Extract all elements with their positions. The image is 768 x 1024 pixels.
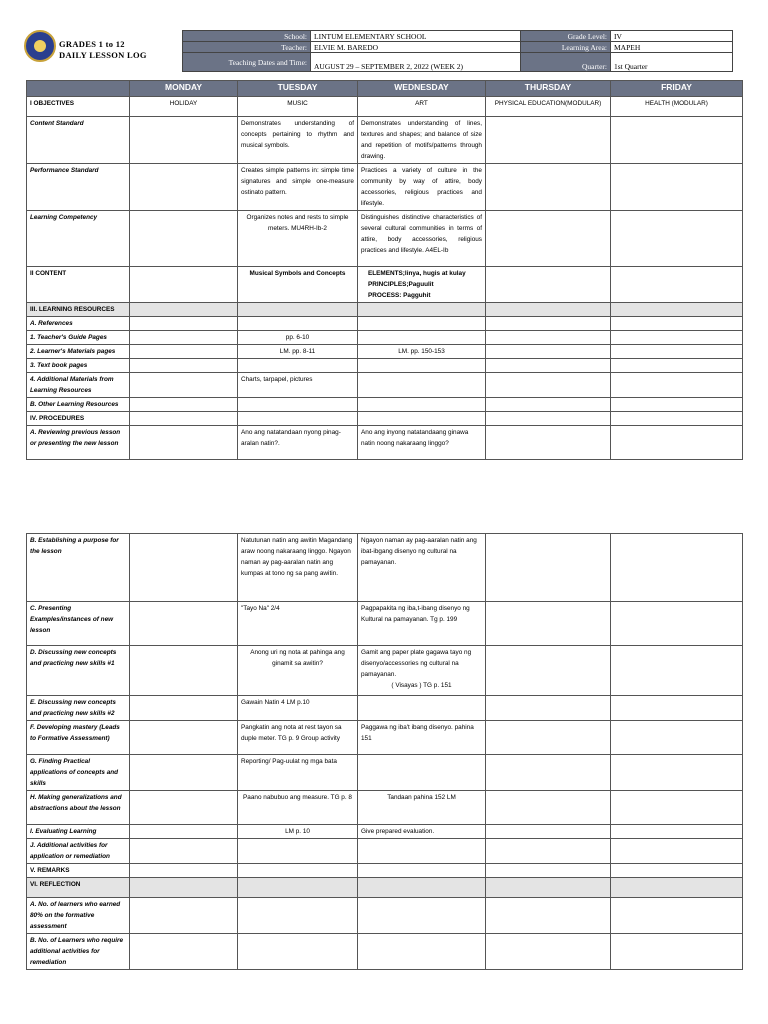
cell: [130, 755, 238, 791]
cell: [486, 791, 611, 825]
row-developing-mastery: [27, 721, 743, 755]
cell: [130, 864, 238, 878]
row-label: J. Additional activities for application or remediation: [27, 839, 130, 864]
cell: Charts, tarpapel, pictures: [238, 373, 358, 398]
cell: [486, 721, 611, 755]
cell: MUSIC: [238, 97, 358, 117]
row-label: Performance Standard: [27, 164, 130, 211]
cell: [611, 398, 743, 412]
teacher-value: ELVIE M. BAREDO: [311, 42, 521, 53]
teacher-label: Teacher:: [183, 42, 311, 53]
cell: [486, 878, 611, 898]
day-friday: FRIDAY: [611, 81, 743, 97]
cell: [358, 878, 486, 898]
cell: [486, 696, 611, 721]
cell: [486, 839, 611, 864]
row-evaluating: [27, 825, 743, 839]
cell: [238, 878, 358, 898]
cell: [238, 398, 358, 412]
cell: [358, 398, 486, 412]
cell: [486, 898, 611, 934]
cell: [130, 211, 238, 267]
cell: [238, 839, 358, 864]
cell: [486, 602, 611, 646]
cell: [130, 345, 238, 359]
cell: LM. pp. 150-153: [358, 345, 486, 359]
row-other-resources: [27, 398, 743, 412]
cell: HOLIDAY: [130, 97, 238, 117]
dates-label: Teaching Dates and Time:: [183, 53, 311, 72]
row-practical-applications: [27, 755, 743, 791]
row-learners-materials: [27, 345, 743, 359]
cell: [130, 317, 238, 331]
row-establishing-purpose: [27, 534, 743, 602]
row-label: B. Other Learning Resources: [27, 398, 130, 412]
row-label: II CONTENT: [27, 267, 130, 303]
cell: [486, 934, 611, 970]
cell: [611, 534, 743, 602]
cell: [130, 373, 238, 398]
cell: [358, 373, 486, 398]
dates-value: AUGUST 29 – SEPTEMBER 2, 2022 (WEEK 2): [311, 53, 521, 72]
row-objectives: [27, 97, 743, 117]
cell: [358, 864, 486, 878]
cell: Tandaan pahina 152 LM: [358, 791, 486, 825]
content-principles: PRINCIPLES;Paguulit: [368, 281, 434, 288]
cell: Demonstrates understanding of concepts pertaining to rhythm and musical symbols.: [238, 117, 358, 164]
cell: [130, 398, 238, 412]
quarter-value: 1st Quarter: [611, 53, 733, 72]
cell: [611, 303, 743, 317]
row-discussing-2: [27, 696, 743, 721]
cell: [358, 317, 486, 331]
cell: [486, 646, 611, 696]
cell: [486, 345, 611, 359]
area-label: Learning Area:: [521, 42, 611, 53]
row-label: B. No. of Learners who require additional activities for remediation: [27, 934, 130, 970]
row-text-book: [27, 359, 743, 373]
row-generalizations: [27, 791, 743, 825]
row-label: E. Discussing new concepts and practicing new skills #2: [27, 696, 130, 721]
cell: [611, 791, 743, 825]
cell: [611, 721, 743, 755]
cell: [611, 267, 743, 303]
cell: [611, 825, 743, 839]
cell: [611, 412, 743, 426]
cell: Give prepared evaluation.: [358, 825, 486, 839]
row-content: [27, 267, 743, 303]
row-label: G. Finding Practical applications of concepts and skills: [27, 755, 130, 791]
grade-label: Grade Level:: [521, 31, 611, 42]
content-elements-cell: [358, 267, 486, 303]
grade-value: IV: [611, 31, 733, 42]
cell: [130, 791, 238, 825]
cell: [611, 602, 743, 646]
cell: [611, 117, 743, 164]
row-additional-activities: [27, 839, 743, 864]
cell: Distinguishes distinctive characteristics of several cultural communities in terms of attire, body accessories, religious practices and lifestyle. A4EL-Ib: [358, 211, 486, 267]
row-additional-materials: [27, 373, 743, 398]
header-info-table: [182, 30, 733, 72]
corner-cell: [27, 81, 130, 97]
row-learning-resources: [27, 303, 743, 317]
cell: [611, 317, 743, 331]
cell: [611, 211, 743, 267]
cell: Organizes notes and rests to simple meters. MU4RH-Ib-2: [238, 211, 358, 267]
cell: Paano nabubuo ang measure. TG p. 8: [238, 791, 358, 825]
row-label: D. Discussing new concepts and practicing new skills #1: [27, 646, 130, 696]
cell: LM. pp. 8-11: [238, 345, 358, 359]
day-thursday: THURSDAY: [486, 81, 611, 97]
cell: [238, 934, 358, 970]
cell: [611, 864, 743, 878]
cell: [130, 602, 238, 646]
cell: [130, 534, 238, 602]
row-label: B. Establishing a purpose for the lesson: [27, 534, 130, 602]
cell: [238, 864, 358, 878]
cell: Pangkatin ang nota at rest tayon sa duple meter. TG p. 9 Group activity: [238, 721, 358, 755]
row-label: V. REMARKS: [27, 864, 130, 878]
cell: [130, 721, 238, 755]
row-label: F. Developing mastery (Leads to Formative Assessment): [27, 721, 130, 755]
cell: Gawain Natin 4 LM p.10: [238, 696, 358, 721]
brand-line-2: DAILY LESSON LOG: [59, 50, 147, 60]
area-value: MAPEH: [611, 42, 733, 53]
lesson-log-table-2: [26, 533, 743, 970]
row-presenting-examples: [27, 602, 743, 646]
cell: [486, 755, 611, 791]
cell: [130, 646, 238, 696]
cell: PHYSICAL EDUCATION(MODULAR): [486, 97, 611, 117]
row-learners-80: [27, 898, 743, 934]
cell: [130, 164, 238, 211]
cell: [358, 839, 486, 864]
brand-line-1: GRADES 1 to 12: [59, 39, 125, 49]
row-label: 3. Text book pages: [27, 359, 130, 373]
cell: Practices a variety of culture in the community by way of attire, body accessories, religious practices and lifestyle.: [358, 164, 486, 211]
cell: [130, 825, 238, 839]
cell: [486, 373, 611, 398]
cell: [486, 412, 611, 426]
cell: [486, 825, 611, 839]
row-label: VI. REFLECTION: [27, 878, 130, 898]
cell: [486, 534, 611, 602]
lesson-log-table-1: [26, 80, 743, 460]
cell: [611, 898, 743, 934]
cell: [130, 359, 238, 373]
row-label: I OBJECTIVES: [27, 97, 130, 117]
day-monday: MONDAY: [130, 81, 238, 97]
school-value: LINTUM ELEMENTARY SCHOOL: [311, 31, 521, 42]
cell: [238, 303, 358, 317]
cell: [486, 303, 611, 317]
cell: [486, 117, 611, 164]
cell: [486, 359, 611, 373]
cell: [611, 934, 743, 970]
row-label: Content Standard: [27, 117, 130, 164]
cell: [611, 426, 743, 460]
cell: Ano ang natatandaan nyong pinag-aralan natin?.: [238, 426, 358, 460]
row-label: III. LEARNING RESOURCES: [27, 303, 130, 317]
cell: [611, 359, 743, 373]
cell: ART: [358, 97, 486, 117]
cell: [238, 359, 358, 373]
cell: Creates simple patterns in: simple time signatures and simple one-measure ostinato pattern.: [238, 164, 358, 211]
row-remarks: [27, 864, 743, 878]
row-procedures: [27, 412, 743, 426]
cell: [486, 426, 611, 460]
cell: [130, 412, 238, 426]
row-reflection: [27, 878, 743, 898]
row-label: 1. Teacher's Guide Pages: [27, 331, 130, 345]
cell: [130, 934, 238, 970]
cell: [238, 412, 358, 426]
cell: Demonstrates understanding of lines, textures and shapes; and balance of size and repetition of motifs/patterns through drawing.: [358, 117, 486, 164]
cell: Reporting/ Pag-uulat ng mga bata: [238, 755, 358, 791]
cell: Ano ang inyong natatandaang ginawa natin noong nakaraang linggo?: [358, 426, 486, 460]
row-label: A. No. of learners who earned 80% on the formative assessment: [27, 898, 130, 934]
cell: [358, 412, 486, 426]
cell: [486, 267, 611, 303]
row-label: H. Making generalizations and abstractions about the lesson: [27, 791, 130, 825]
cell: [611, 878, 743, 898]
row-learners-remediation: [27, 934, 743, 970]
cell: [358, 755, 486, 791]
cell: [486, 164, 611, 211]
cell: [130, 696, 238, 721]
row-label: Learning Competency: [27, 211, 130, 267]
row-label: C. Presenting Examples/instances of new lesson: [27, 602, 130, 646]
cell: Ngayon naman ay pag-aaralan natin ang ibat-ibgang disenyo ng cultural na pamayanan.: [358, 534, 486, 602]
cell: [358, 696, 486, 721]
cell: [130, 839, 238, 864]
cell: [130, 878, 238, 898]
cell: [486, 864, 611, 878]
school-label: School:: [183, 31, 311, 42]
deped-seal-icon: [24, 30, 56, 62]
cell: [486, 331, 611, 345]
row-references: [27, 317, 743, 331]
row-discussing-1: [27, 646, 743, 696]
cell: [611, 839, 743, 864]
cell: [358, 303, 486, 317]
day-header-row: [27, 81, 743, 97]
cell: [238, 898, 358, 934]
row-performance-standard: [27, 164, 743, 211]
discussing-wed-ref: ( Visayas ) TG p. 151: [391, 682, 452, 689]
cell: [358, 359, 486, 373]
content-process: PROCESS: Pagguhit: [368, 292, 431, 299]
cell: [611, 755, 743, 791]
brand-title: [59, 39, 147, 61]
cell: [486, 398, 611, 412]
day-tuesday: TUESDAY: [238, 81, 358, 97]
cell: [130, 898, 238, 934]
cell: [486, 317, 611, 331]
cell: [130, 267, 238, 303]
row-learning-competency: [27, 211, 743, 267]
cell: [130, 117, 238, 164]
quarter-label: Quarter:: [521, 53, 611, 72]
day-wednesday: WEDNESDAY: [358, 81, 486, 97]
cell: [130, 331, 238, 345]
row-label: I. Evaluating Learning: [27, 825, 130, 839]
row-teachers-guide: [27, 331, 743, 345]
row-label: IV. PROCEDURES: [27, 412, 130, 426]
row-label: A. References: [27, 317, 130, 331]
cell: LM p. 10: [238, 825, 358, 839]
cell: [130, 426, 238, 460]
cell: [238, 317, 358, 331]
discussing-wed-cell: [358, 646, 486, 696]
row-label: A. Reviewing previous lesson or presenting the new lesson: [27, 426, 130, 460]
cell: [486, 211, 611, 267]
content-elements: ELEMENTS;linya, hugis at kulay: [368, 270, 466, 277]
cell: HEALTH (MODULAR): [611, 97, 743, 117]
cell: Anong uri ng nota at pahinga ang ginamit sa awitin?: [238, 646, 358, 696]
row-label: 2. Learner's Materials pages: [27, 345, 130, 359]
cell: [358, 331, 486, 345]
cell: [611, 646, 743, 696]
cell: Natutunan natin ang awitin Magandang araw noong nakaraang linggo. Ngayon naman ay pag-aaralan natin ang kumpas at tono ng sa pang awitin.: [238, 534, 358, 602]
cell: Musical Symbols and Concepts: [238, 267, 358, 303]
cell: [358, 934, 486, 970]
cell: "Tayo Na" 2/4: [238, 602, 358, 646]
cell: [611, 373, 743, 398]
row-reviewing: [27, 426, 743, 460]
cell: Pagpapakita ng iba,t-ibang disenyo ng Kultural na pamayanan. Tg p. 199: [358, 602, 486, 646]
cell: [611, 696, 743, 721]
cell: Paggawa ng iba't ibang disenyo. pahina 151: [358, 721, 486, 755]
row-content-standard: [27, 117, 743, 164]
cell: [358, 898, 486, 934]
cell: pp. 6-10: [238, 331, 358, 345]
cell: [611, 345, 743, 359]
row-label: 4. Additional Materials from Learning Resources: [27, 373, 130, 398]
cell: [611, 331, 743, 345]
discussing-wed-text: Gamit ang paper plate gagawa tayo ng disenyo/accessories ng cultural na pamayanan.: [361, 649, 472, 678]
cell: [130, 303, 238, 317]
cell: [611, 164, 743, 211]
